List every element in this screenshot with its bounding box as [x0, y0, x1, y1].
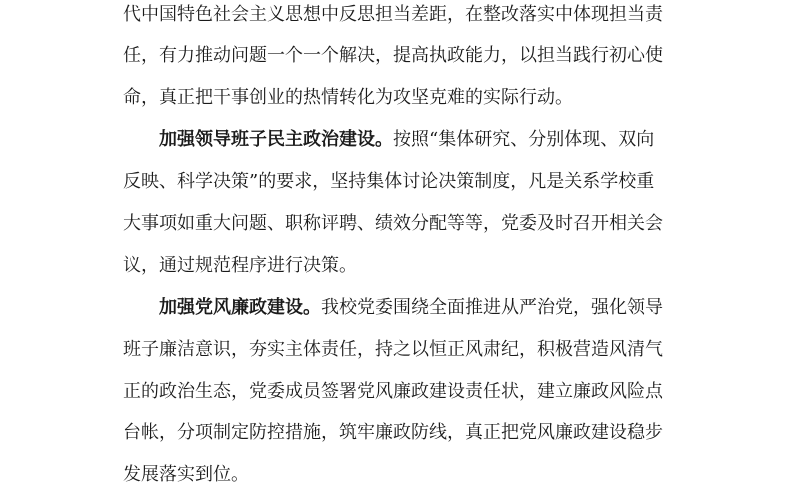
- text-line: 发展落实到位。: [123, 464, 249, 485]
- section-heading: 加强党风廉政建设。: [159, 297, 321, 318]
- text-line: 议，通过规范程序进行决策。: [123, 255, 357, 276]
- text-line: 代中国特色社会主义思想中反思担当差距，在整改落实中体现担当责: [123, 4, 663, 25]
- text-line: 台帐，分项制定防控措施，筑牢廉政防线，真正把党风廉政建设稳步: [123, 422, 663, 443]
- text-line: 大事项如重大问题、职称评聘、绩效分配等等，党委及时召开相关会: [123, 213, 663, 234]
- text-line: 命，真正把干事创业的热情转化为攻坚克难的实际行动。: [123, 87, 573, 108]
- text-run: 我校党委围绕全面推进从严治党，强化领导: [321, 297, 663, 318]
- text-line: 正的政治生态，党委成员签署党风廉政建设责任状，建立廉政风险点: [123, 381, 663, 402]
- text-line: 任，有力推动问题一个一个解决，提高执政能力，以担当践行初心使: [123, 45, 663, 66]
- text-line: 反映、科学决策”的要求，坚持集体讨论决策制度，凡是关系学校重: [123, 171, 655, 192]
- section-heading: 加强领导班子民主政治建设。: [159, 129, 393, 150]
- text-line: 班子廉洁意识，夯实主体责任，持之以恒正风肃纪，积极营造风清气: [123, 339, 663, 360]
- paragraph-first-line: [159, 287, 663, 329]
- text-run: 按照“集体研究、分别体现、双向: [393, 129, 655, 150]
- paragraph-first-line: [159, 119, 654, 161]
